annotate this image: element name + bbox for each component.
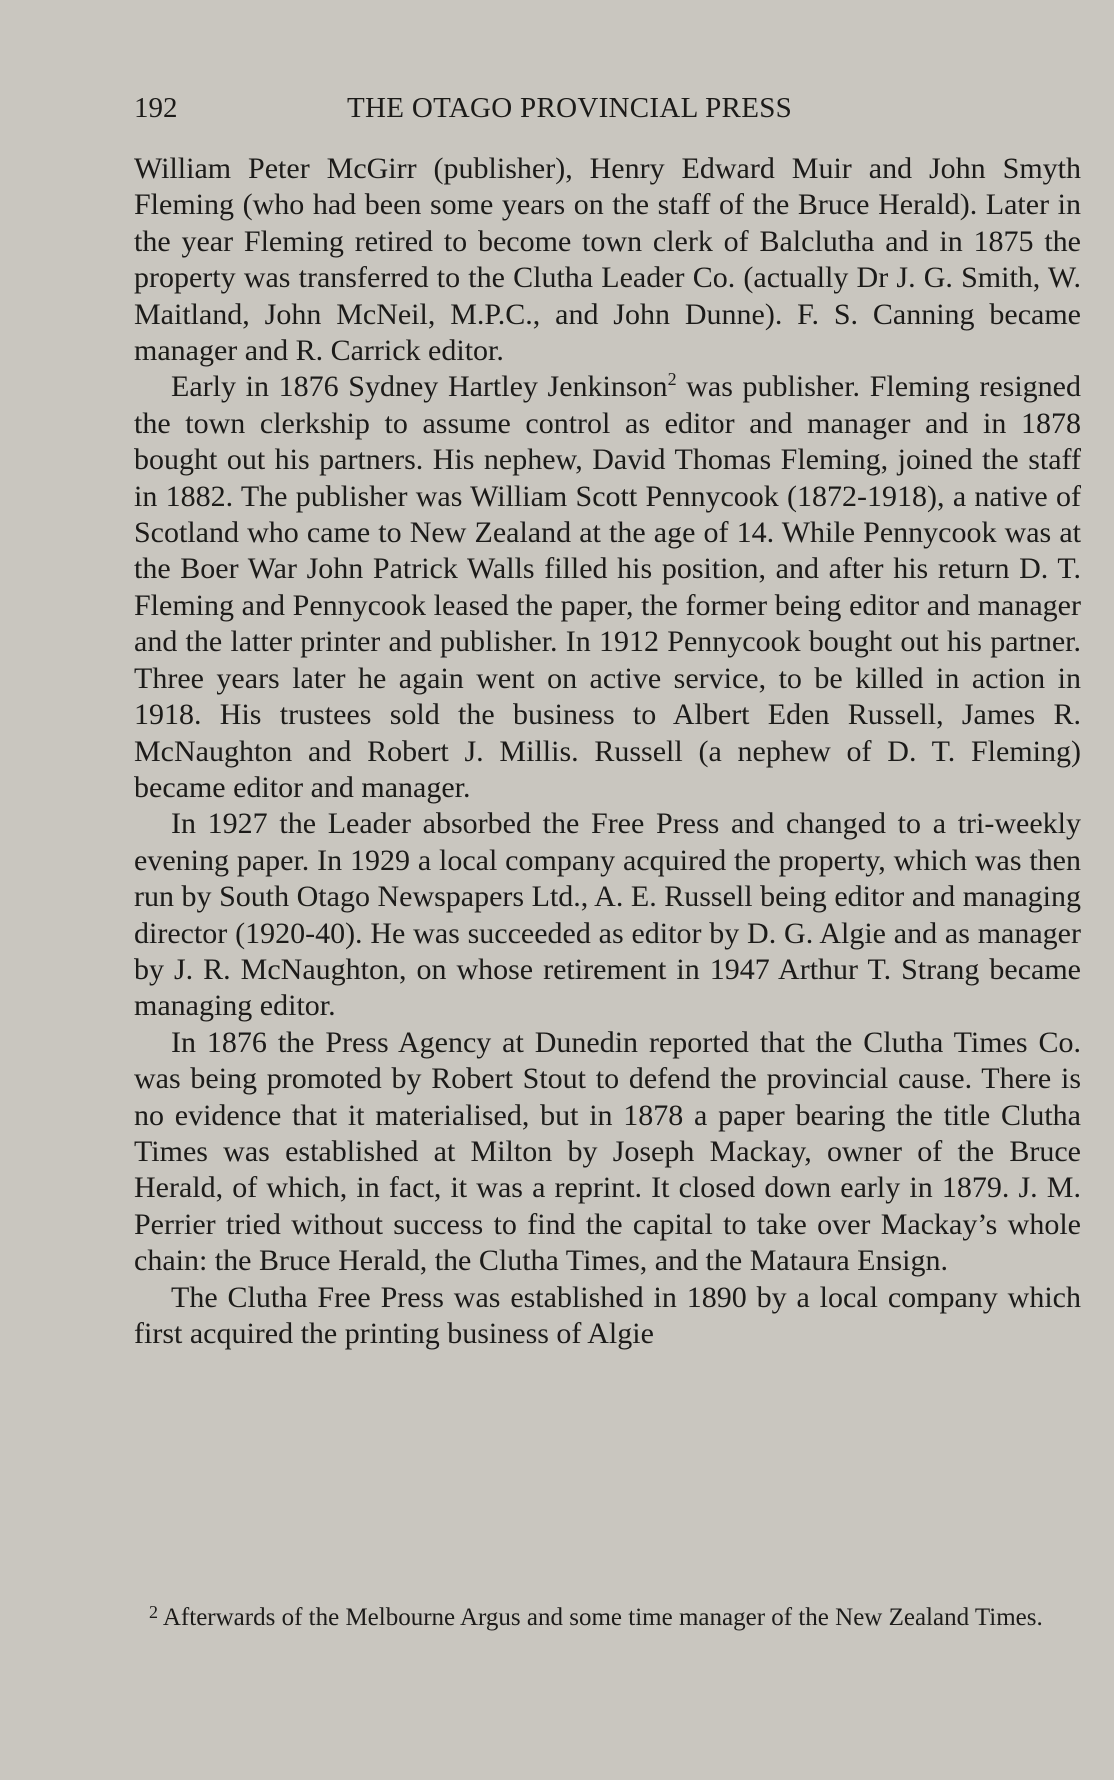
running-title: THE OTAGO PROVINCIAL PRESS	[347, 92, 793, 124]
paragraph-3: In 1927 the Leader absorbed the Free Press and changed to a tri-weekly evening paper. In 1929 a local company acquired the property, which was then run by South Otago Newspapers Ltd., A. E. Russell being editor and managing director (1920-40). He was succeeded as editor by D. G. Algie and as manager by J. R. McNaughton, on whose retirement in 1947 Arthur T. Strang became managing editor.	[134, 807, 1081, 1023]
page-number: 192	[134, 92, 178, 124]
paragraph-2-text-after: was publisher. Fleming resigned the town clerkship to assume control as editor and manager and in 1878 bought out his partners. His nephew, David Thomas Fleming, joined the staff in 1882. The publisher was William Scott Pennycook (1872-1918), a native of Scotland who came to New Zealand at the age of 14. While Pennycook was at the Boer War John Patrick Walls filled his position, and after his return D. T. Fleming and Pennycook leased the paper, the former being editor and manager and the latter printer and publisher. In 1912 Pennycook bought out his partner. Three years later he again went on active service, to be killed in action in 1918. His trustees sold the business to Albert Eden Russell, James R. McNaughton and Robert J. Millis. Russell (a nephew of D. T. Fleming) became editor and manager.	[134, 370, 1081, 804]
footnote	[149, 1602, 1082, 1633]
paragraph-5: The Clutha Free Press was established in 1890 by a local company which first acquired the printing business of Algie	[134, 1280, 1081, 1350]
paragraph-2	[134, 369, 1081, 806]
page-header	[134, 88, 1081, 128]
paragraph-4: In 1876 the Press Agency at Dunedin reported that the Clutha Times Co. was being promoted by Robert Stout to defend the provincial cause. There is no evidence that it materialised, but in 1878 a paper bearing the title Clutha Times was established at Milton by Joseph Mackay, owner of the Bruce Herald, of which, in fact, it was a reprint. It closed down early in 1879. J. M. Perrier tried without success to find the capital to take over Mackay’s whole chain: the Bruce Herald, the Clutha Times, and the Mataura Ensign.	[134, 1025, 1081, 1278]
body-text	[134, 151, 1081, 1352]
footnote-marker: 2	[149, 1602, 158, 1622]
footnote-reference: 2	[667, 369, 677, 390]
footnote-text: Afterwards of the Melbourne Argus and some time manager of the New Zealand Times.	[158, 1604, 1043, 1631]
paragraph-1: William Peter McGirr (publisher), Henry Edward Muir and John Smyth Fleming (who had been some years on the staff of the Bruce Herald). Later in the year Fleming retired to become town clerk of Balclutha and in 1875 the property was transferred to the Clutha Leader Co. (actually Dr J. G. Smith, W. Maitland, John McNeil, M.P.C., and John Dunne). F. S. Canning became manager and R. Carrick editor.	[134, 152, 1081, 368]
paragraph-2-text-before: Early in 1876 Sydney Hartley Jenkinson	[171, 370, 668, 404]
